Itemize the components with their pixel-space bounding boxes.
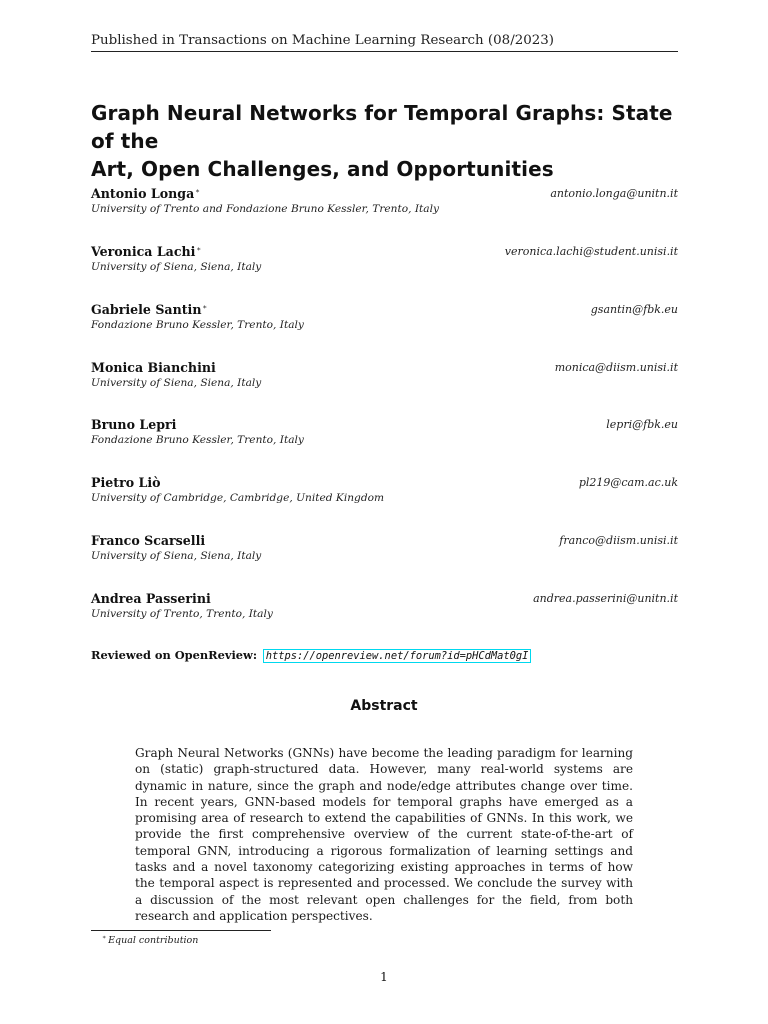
paper-title-line-2: Art, Open Challenges, and Opportunities [91,157,554,181]
review-line [91,648,531,663]
author-email[interactable]: veronica.lachi@student.unisi.it [504,245,678,258]
author-name: Veronica Lachi∗ [91,244,202,259]
author-affiliation: Fondazione Bruno Kessler, Trento, Italy [91,434,304,446]
author-block [91,533,678,567]
author-block [91,475,678,509]
equal-contribution-mark: ∗ [195,187,201,195]
author-affiliation: University of Trento, Trento, Italy [91,608,273,620]
author-email[interactable]: pl219@cam.ac.uk [578,476,678,489]
author-block [91,302,678,336]
abstract-heading: Abstract [350,698,418,714]
abstract-text: Graph Neural Networks (GNNs) have become the leading paradigm for learning on (static) graph-structured data. However, many real-world systems are dynamic in nature, since the graph and node/edge attributes change over time. In recent years, GNN-based models for temporal graphs have emerged as a promising area of research to extend the capabilities of GNNs. In this work, we provide the first comprehensive overview of the current state-of-the-art of temporal GNN, introducing a rigorous formalization of learning settings and tasks and a novel taxonomy categorizing existing approaches in terms of how the temporal aspect is represented and processed. We conclude the survey with a discussion of the most relevant open challenges for the field, from both research and application perspectives. [135,746,633,923]
author-email[interactable]: andrea.passerini@unitn.it [533,592,678,605]
footnote-text: Equal contribution [108,935,199,946]
author-affiliation: University of Trento and Fondazione Bruno Kessler, Trento, Italy [91,203,439,215]
footnote-mark: ∗ [102,934,107,941]
author-block [91,591,678,625]
author-block [91,244,678,278]
header-divider [91,51,678,52]
author-email[interactable]: monica@diism.unisi.it [554,361,678,374]
author-affiliation: University of Siena, Siena, Italy [91,550,262,562]
review-label: Reviewed on OpenReview: [91,648,258,662]
footnote-divider [91,930,271,931]
author-name: Bruno Lepri [91,417,177,432]
author-email[interactable]: franco@diism.unisi.it [559,534,678,547]
author-name: Pietro Liò [91,475,161,490]
equal-contribution-mark: ∗ [202,303,208,311]
author-name: Franco Scarselli [91,533,206,548]
author-name: Antonio Longa∗ [91,186,201,201]
author-block [91,417,678,451]
author-affiliation: University of Siena, Siena, Italy [91,377,262,389]
author-email[interactable]: gsantin@fbk.eu [590,303,678,316]
author-name: Gabriele Santin∗ [91,302,208,317]
author-affiliation: Fondazione Bruno Kessler, Trento, Italy [91,319,304,331]
author-email[interactable]: lepri@fbk.eu [606,418,678,431]
openreview-link[interactable]: https://openreview.net/forum?id=pHCdMat0gI [263,649,532,663]
author-name: Andrea Passerini [91,591,211,606]
author-block [91,186,678,220]
paper-title-line-1: Graph Neural Networks for Temporal Graphs: State of the [91,101,673,153]
footnote [102,934,198,946]
author-email[interactable]: antonio.longa@unitn.it [550,187,678,200]
journal-header: Published in Transactions on Machine Learning Research (08/2023) [91,33,555,48]
author-affiliation: University of Cambridge, Cambridge, United Kingdom [91,492,385,504]
paper-title [91,99,691,183]
author-affiliation: University of Siena, Siena, Italy [91,261,262,273]
author-block [91,360,678,394]
author-name: Monica Bianchini [91,360,216,375]
page-number: 1 [380,970,388,984]
equal-contribution-mark: ∗ [196,245,202,253]
